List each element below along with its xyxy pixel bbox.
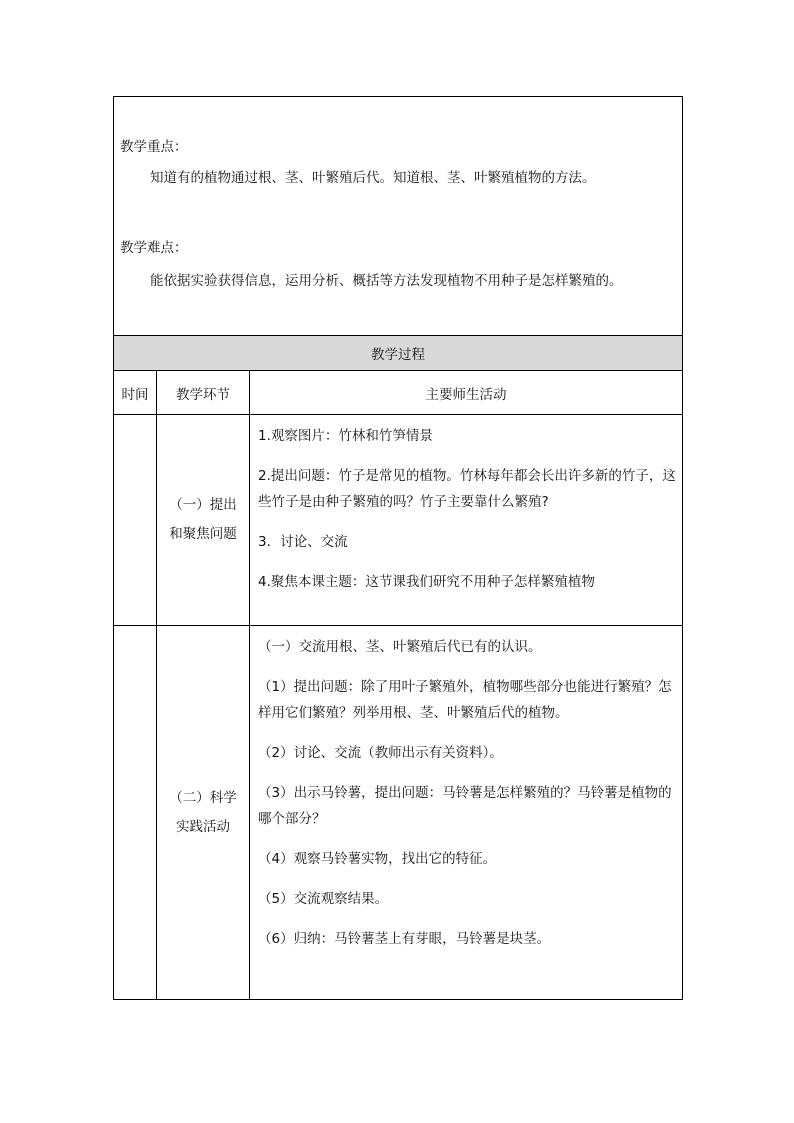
time-cell — [114, 415, 157, 626]
time-cell — [114, 626, 157, 1000]
activity-item: 3．讨论、交流 — [258, 534, 348, 550]
activity-item: （1）提出问题：除了用叶子繁殖外，植物哪些部分也能进行繁殖？怎样用它们繁殖？列举用根、茎、叶繁殖后代的植物。 — [258, 679, 672, 721]
stage-cell — [157, 415, 250, 626]
goals-cell — [114, 97, 683, 336]
process-banner: 教学过程 — [114, 336, 683, 371]
key-points-text: 知道有的植物通过根、茎、叶繁殖后代。知道根、茎、叶繁殖植物的方法。 — [150, 170, 596, 186]
goals-row — [114, 97, 683, 336]
activities-cell — [250, 415, 683, 626]
process-banner-row — [114, 336, 683, 371]
activities-cell — [250, 626, 683, 1000]
stage-line: 和聚焦问题 — [169, 526, 237, 542]
stage-line: 实践活动 — [176, 818, 230, 835]
column-header-row — [114, 371, 683, 415]
activity-item: 1.观察图片：竹林和竹笋情景 — [258, 428, 433, 444]
activity-item: （5）交流观察结果。 — [258, 891, 389, 907]
activity-item: 2.提出问题：竹子是常见的植物。竹林每年都会长出许多新的竹子，这些竹子是由种子繁殖的吗？竹子主要靠什么繁殖? — [258, 468, 676, 510]
key-points-label: 教学重点： — [120, 139, 188, 155]
stage-line: （二）科学 — [169, 789, 237, 806]
activities-header: 主要师生活动 — [250, 371, 683, 415]
difficult-points-text: 能依据实验获得信息，运用分析、概括等方法发现植物不用种子是怎样繁殖的。 — [150, 273, 623, 289]
stage-header: 教学环节 — [157, 371, 250, 415]
time-header: 时间 — [114, 371, 157, 415]
activity-item: （2）讨论、交流（教师出示有关资料）。 — [258, 745, 503, 761]
activity-item: （3）出示马铃薯，提出问题：马铃薯是怎样繁殖的？马铃薯是植物的哪个部分？ — [258, 785, 672, 827]
activity-item: （4）观察马铃薯实物，找出它的特征。 — [258, 851, 497, 867]
activity-item: （一）交流用根、茎、叶繁殖后代已有的认识。 — [258, 639, 542, 655]
section-row-1 — [114, 415, 683, 626]
section-row-2 — [114, 626, 683, 1000]
activity-item: （6）归纳：马铃薯茎上有芽眼，马铃薯是块茎。 — [258, 931, 551, 947]
stage-line: （一）提出 — [169, 497, 237, 513]
lesson-plan-table — [113, 96, 683, 1000]
stage-cell — [157, 626, 250, 1000]
difficult-points-label: 教学难点： — [120, 240, 188, 256]
activity-item: 4.聚焦本课主题：这节课我们研究不用种子怎样繁殖植物 — [258, 574, 595, 590]
